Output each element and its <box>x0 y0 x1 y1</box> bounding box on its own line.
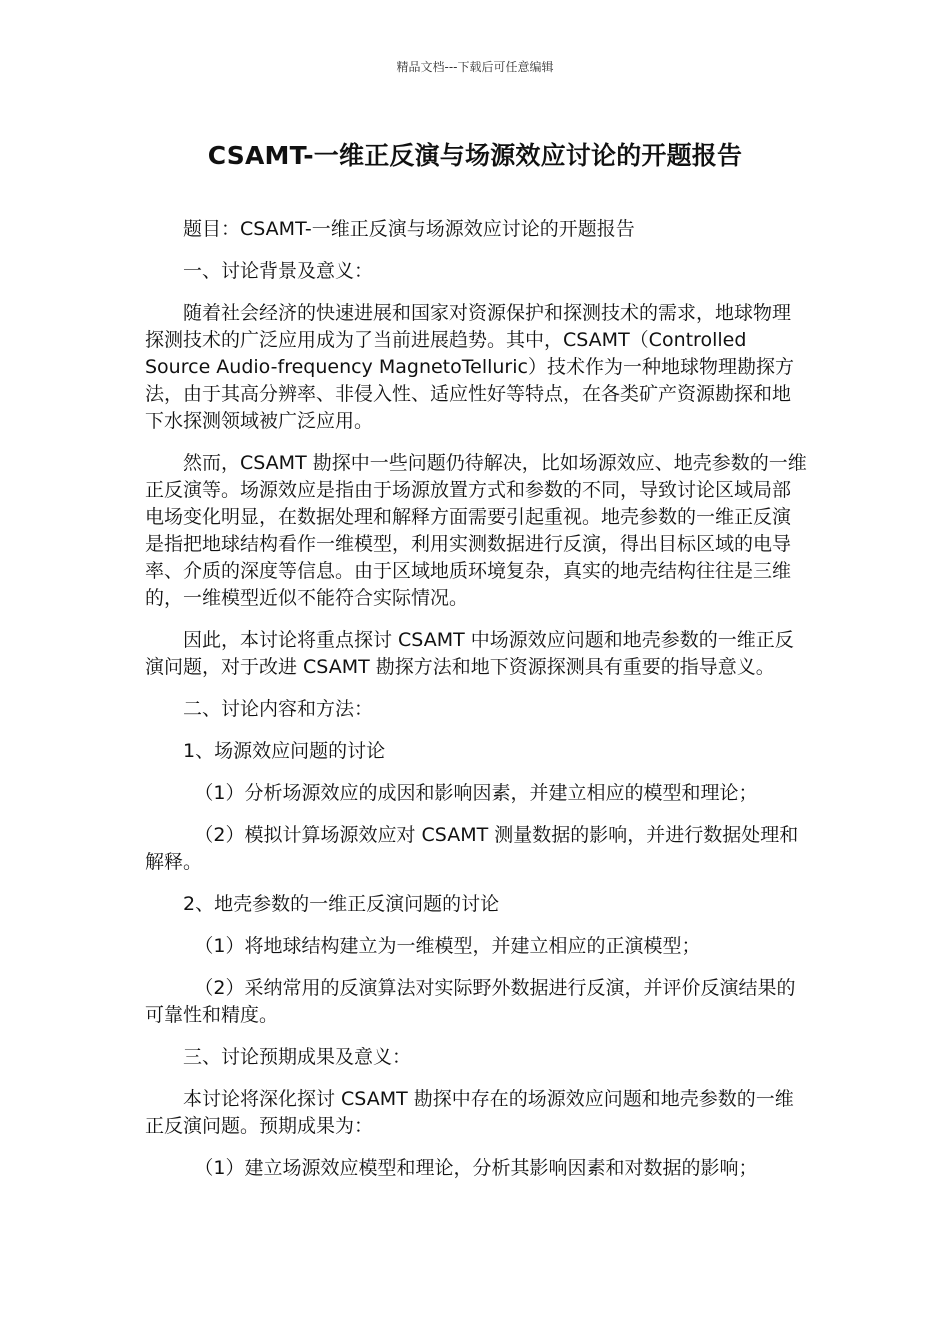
paragraph-expected-results: 本讨论将深化探讨 CSAMT 勘探中存在的场源效应问题和地壳参数的一维正反演问题。预期成果为： <box>145 1088 794 1137</box>
paragraph-background-3: 因此，本讨论将重点探讨 CSAMT 中场源效应问题和地壳参数的一维正反演问题，对于改进 CSAMT 勘探方法和地下资源探测具有重要的指导意义。 <box>145 629 794 678</box>
list-item-source-effect-2: （2）模拟计算场源效应对 CSAMT 测量数据的影响，并进行数据处理和解释。 <box>145 824 799 873</box>
document-title: CSAMT-一维正反演与场源效应讨论的开题报告 <box>207 141 743 170</box>
section-heading-expected-results: 三、讨论预期成果及意义： <box>183 1046 412 1068</box>
section-heading-background: 一、讨论背景及意义： <box>183 260 374 282</box>
subheading-inversion: 2、地壳参数的一维正反演问题的讨论 <box>183 893 500 915</box>
paragraph-topic: 题目：CSAMT-一维正反演与场源效应讨论的开题报告 <box>183 218 635 240</box>
list-item-inversion-2: （2）采纳常用的反演算法对实际野外数据进行反演，并评价反演结果的可靠性和精度。 <box>145 977 796 1026</box>
page-header: 精品文档---下载后可任意编辑 <box>396 60 554 74</box>
list-item-source-effect-1: （1）分析场源效应的成因和影响因素，并建立相应的模型和理论； <box>194 782 758 804</box>
paragraph-background-2: 然而，CSAMT 勘探中一些问题仍待解决，比如场源效应、地壳参数的一维正反演等。场源效应是指由于场源放置方式和参数的不同，导致讨论区域局部电场变化明显，在数据处理和解释方面需要引起重视。地壳参数的一维正反演是指把地球结构看作一维模型，利用实测数据进行反演，得出目标区域的电导率、介质的深度等信息。由于区域地质环境复杂，真实的地壳结构往往是三维的，一维模型近似不能符合实际情况。 <box>145 452 807 609</box>
section-heading-content-methods: 二、讨论内容和方法： <box>183 698 374 720</box>
paragraph-background-1: 随着社会经济的快速进展和国家对资源保护和探测技术的需求，地球物理探测技术的广泛应用成为了当前进展趋势。其中，CSAMT（Controlled Source Audio-frequency MagnetoTelluric）技术作为一种地球物理勘探方法，由于其高分辨率、非侵入性、适应性好等特点，在各类矿产资源勘探和地下水探测领域被广泛应用。 <box>145 302 794 432</box>
list-item-inversion-1: （1）将地球结构建立为一维模型，并建立相应的正演模型； <box>194 935 701 957</box>
subheading-source-effect: 1、场源效应问题的讨论 <box>183 740 386 762</box>
list-item-expected-1: （1）建立场源效应模型和理论，分析其影响因素和对数据的影响； <box>194 1157 758 1179</box>
document-body <box>145 216 807 1197</box>
